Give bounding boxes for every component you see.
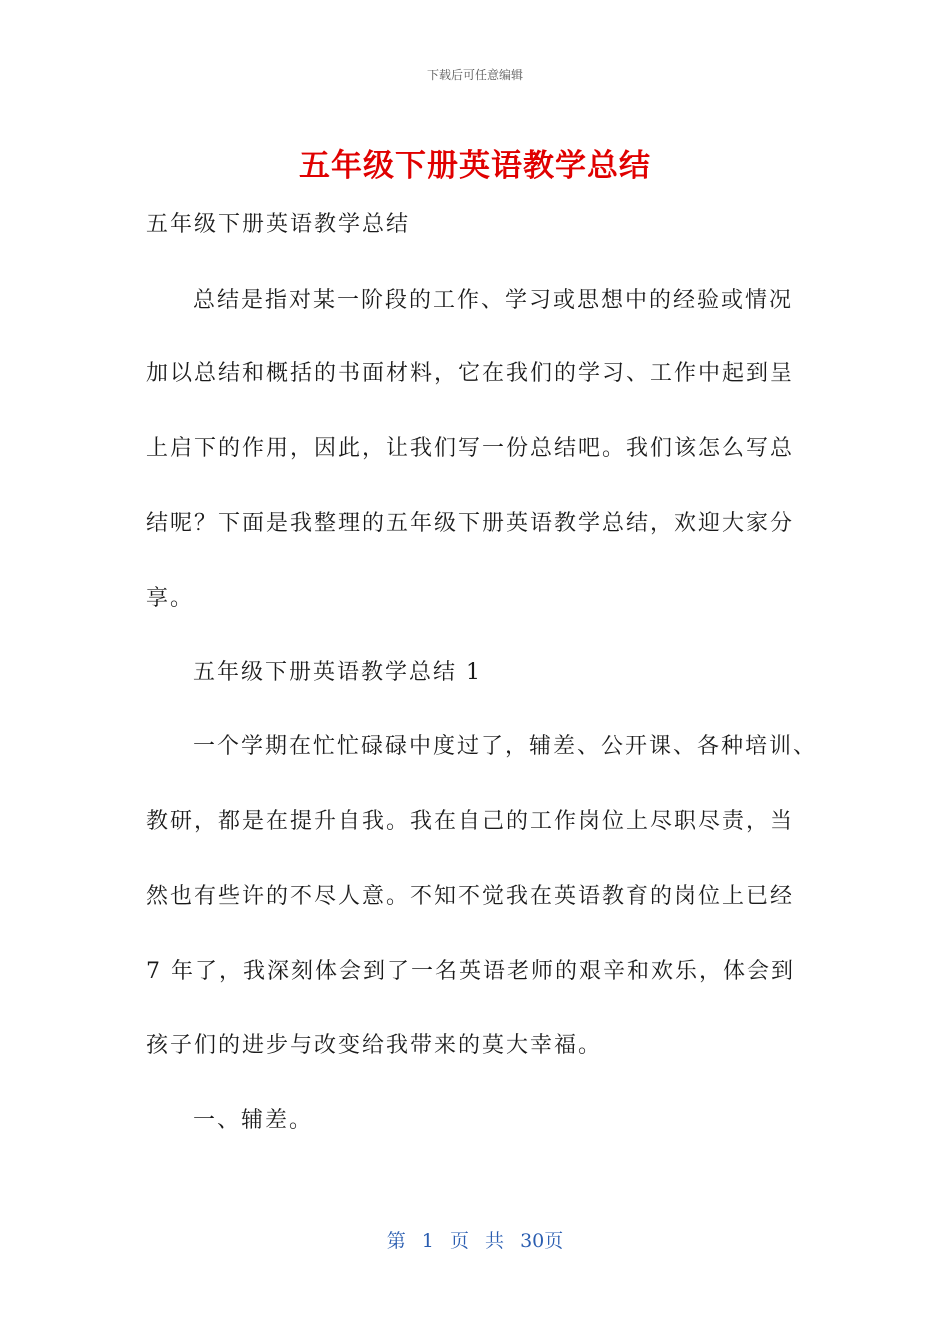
subtitle-line: 五年级下册英语教学总结 bbox=[146, 212, 411, 237]
footer-label-di: 第 bbox=[386, 1230, 406, 1252]
paragraph-line: 一个学期在忙忙碌碌中度过了，辅差、公开课、各种培训、 bbox=[193, 734, 818, 759]
paragraph-line: 教研，都是在提升自我。我在自己的工作岗位上尽职尽责，当 bbox=[146, 809, 795, 834]
footer-label-ye: 页 bbox=[449, 1230, 469, 1252]
footer-total-pages: 30页 bbox=[520, 1230, 564, 1252]
paragraph-line: 总结是指对某一阶段的工作、学习或思想中的经验或情况 bbox=[193, 288, 794, 313]
section-heading: 一、辅差。 bbox=[193, 1108, 314, 1133]
paragraph-line: 孩子们的进步与改变给我带来的莫大幸福。 bbox=[146, 1033, 603, 1058]
paragraph-line: 然也有些许的不尽人意。不知不觉我在英语教育的岗位上已经 bbox=[146, 884, 795, 909]
document-title: 五年级下册英语教学总结 bbox=[299, 148, 651, 184]
paragraph-line: 结呢？下面是我整理的五年级下册英语教学总结，欢迎大家分 bbox=[146, 511, 795, 536]
footer-label-gong: 共 bbox=[485, 1230, 505, 1252]
header-note: 下载后可任意编辑 bbox=[426, 68, 523, 82]
section-heading: 五年级下册英语教学总结 1 bbox=[193, 660, 482, 685]
page-footer bbox=[0, 1226, 950, 1253]
paragraph-line: 加以总结和概括的书面材料，它在我们的学习、工作中起到呈 bbox=[146, 361, 795, 386]
paragraph-line: 7 年了，我深刻体会到了一名英语老师的艰辛和欢乐，体会到 bbox=[146, 959, 795, 984]
paragraph-line: 上启下的作用，因此，让我们写一份总结吧。我们该怎么写总 bbox=[146, 436, 795, 461]
footer-current-page: 1 bbox=[421, 1230, 434, 1252]
paragraph-line: 享。 bbox=[146, 586, 195, 611]
